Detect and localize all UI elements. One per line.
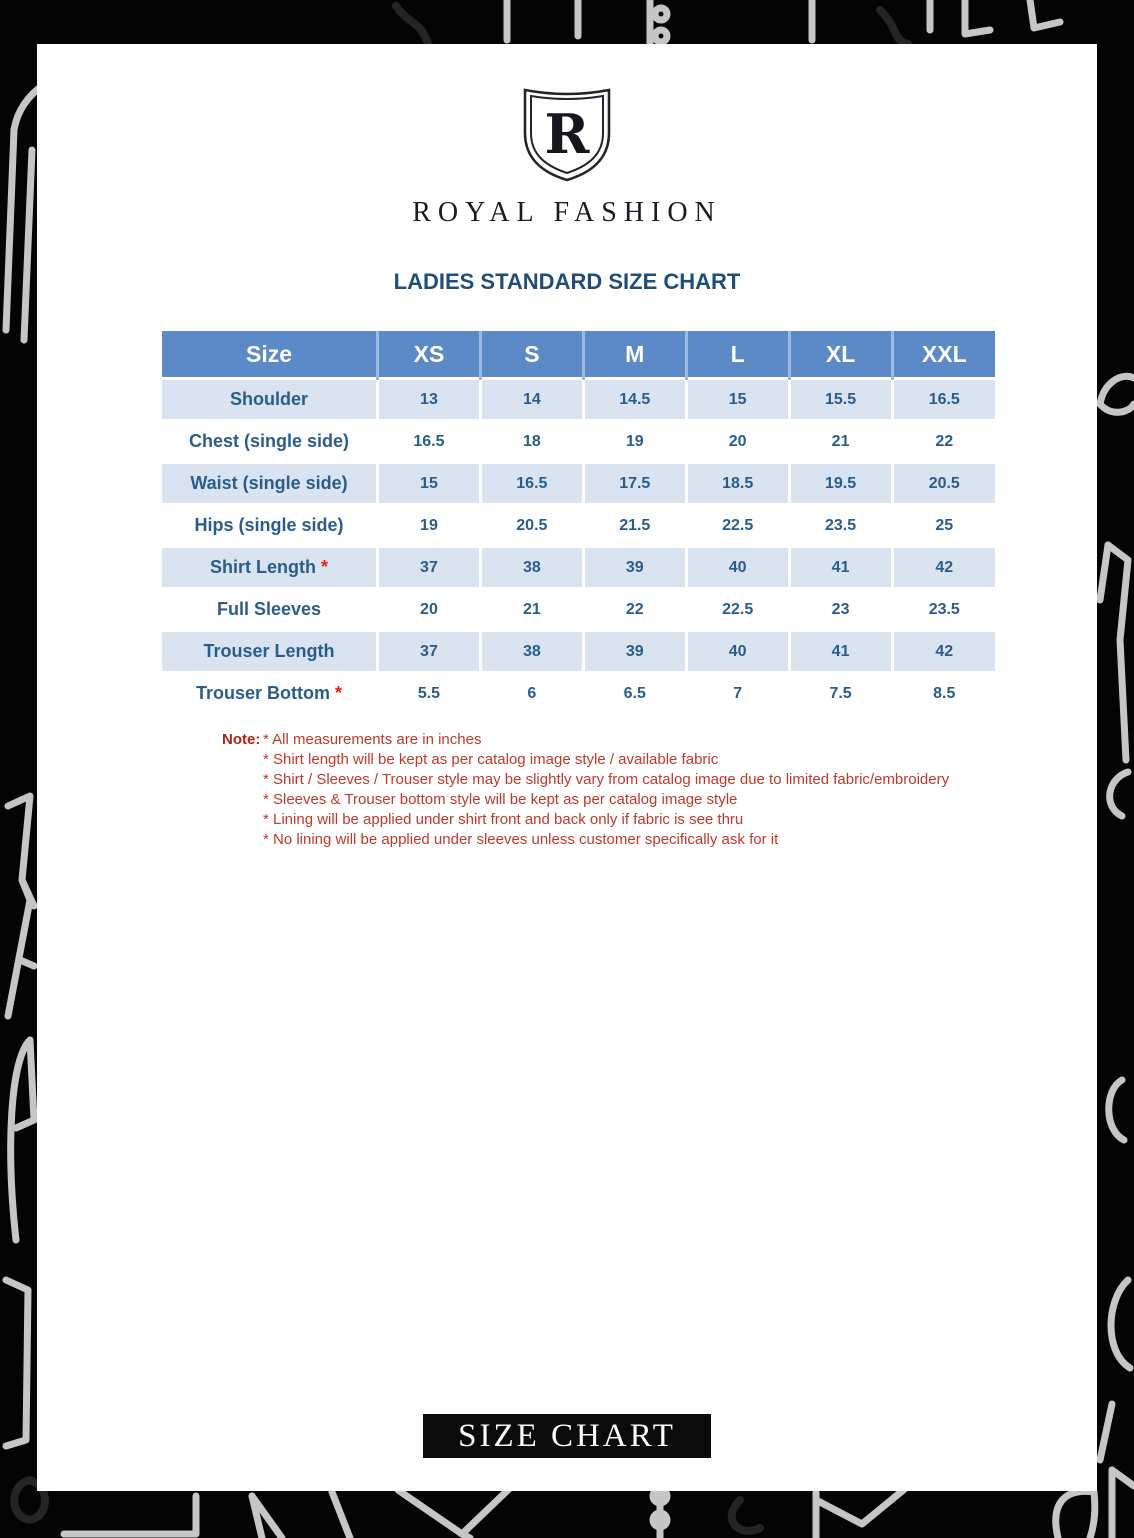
brand-monogram: R [544, 102, 590, 166]
header-cell: XXL [892, 331, 995, 379]
size-value-cell: 14.5 [583, 379, 686, 421]
size-value-cell: 37 [378, 631, 481, 673]
measurement-label-cell: Waist (single side) [162, 463, 378, 505]
table-row [162, 505, 995, 547]
measurement-label-cell: Chest (single side) [162, 421, 378, 463]
note-item: * Sleeves & Trouser bottom style will be kept as per catalog image style [263, 791, 738, 808]
note-item: * All measurements are in inches [263, 731, 482, 748]
size-value-cell: 8.5 [892, 673, 995, 714]
table-row [162, 631, 995, 673]
size-value-cell: 14 [480, 379, 583, 421]
size-value-cell: 7.5 [789, 673, 892, 714]
size-value-cell: 7 [686, 673, 789, 714]
size-value-cell: 20 [378, 589, 481, 631]
size-value-cell: 42 [892, 547, 995, 589]
size-value-cell: 16.5 [378, 421, 481, 463]
size-value-cell: 16.5 [480, 463, 583, 505]
size-value-cell: 23.5 [789, 505, 892, 547]
size-value-cell: 42 [892, 631, 995, 673]
required-asterisk: * [315, 557, 328, 577]
size-value-cell: 39 [583, 631, 686, 673]
size-value-cell: 19 [378, 505, 481, 547]
content-sheet [37, 44, 1097, 1491]
size-value-cell: 6.5 [583, 673, 686, 714]
size-value-cell: 22.5 [686, 589, 789, 631]
size-value-cell: 21 [789, 421, 892, 463]
size-value-cell: 40 [686, 547, 789, 589]
header-cell: S [480, 331, 583, 379]
table-row [162, 547, 995, 589]
measurement-label-cell: Full Sleeves [162, 589, 378, 631]
size-value-cell: 15 [378, 463, 481, 505]
size-value-cell: 40 [686, 631, 789, 673]
brand-logo [37, 83, 1097, 229]
measurement-label-cell: Shirt Length * [162, 547, 378, 589]
size-value-cell: 38 [480, 631, 583, 673]
size-value-cell: 22.5 [686, 505, 789, 547]
brand-name: ROYAL FASHION [412, 197, 722, 228]
size-value-cell: 37 [378, 547, 481, 589]
size-chart-banner-label: SIZE CHART [458, 1417, 676, 1454]
required-asterisk: * [330, 683, 343, 703]
size-value-cell: 22 [583, 589, 686, 631]
size-value-cell: 21.5 [583, 505, 686, 547]
measurement-label-cell: Trouser Bottom * [162, 673, 378, 714]
size-value-cell: 41 [789, 547, 892, 589]
size-value-cell: 17.5 [583, 463, 686, 505]
size-value-cell: 22 [892, 421, 995, 463]
measurement-label-cell: Shoulder [162, 379, 378, 421]
size-value-cell: 20 [686, 421, 789, 463]
size-value-cell: 39 [583, 547, 686, 589]
note-item: * Lining will be applied under shirt front and back only if fabric is see thru [263, 811, 744, 828]
size-value-cell: 6 [480, 673, 583, 714]
table-row [162, 673, 995, 714]
size-value-cell: 25 [892, 505, 995, 547]
header-cell: L [686, 331, 789, 379]
header-cell: XS [378, 331, 481, 379]
size-value-cell: 23 [789, 589, 892, 631]
size-value-cell: 15.5 [789, 379, 892, 421]
measurement-label-cell: Hips (single side) [162, 505, 378, 547]
size-table [162, 331, 995, 713]
size-value-cell: 18.5 [686, 463, 789, 505]
size-value-cell: 18 [480, 421, 583, 463]
note-item: * Shirt length will be kept as per catalog image style / available fabric [263, 751, 719, 768]
measurement-label-cell: Trouser Length [162, 631, 378, 673]
table-row [162, 421, 995, 463]
notes-label: Note: [222, 731, 261, 748]
size-value-cell: 23.5 [892, 589, 995, 631]
size-value-cell: 5.5 [378, 673, 481, 714]
size-value-cell: 13 [378, 379, 481, 421]
page-title: LADIES STANDARD SIZE CHART [393, 269, 741, 294]
shield-icon [521, 83, 613, 183]
size-value-cell: 19 [583, 421, 686, 463]
size-value-cell: 20.5 [480, 505, 583, 547]
size-value-cell: 20.5 [892, 463, 995, 505]
size-value-cell: 38 [480, 547, 583, 589]
notes [222, 730, 1097, 850]
note-item: * Shirt / Sleeves / Trouser style may be slightly vary from catalog image due to limited fabric/embroidery [263, 771, 950, 788]
table-row [162, 589, 995, 631]
header-cell: XL [789, 331, 892, 379]
size-table-header-row [162, 331, 995, 379]
table-row [162, 379, 995, 421]
size-value-cell: 21 [480, 589, 583, 631]
size-value-cell: 41 [789, 631, 892, 673]
note-lines [263, 730, 1097, 850]
size-table-body [162, 379, 995, 714]
header-cell-size: Size [162, 331, 378, 379]
note-item: * No lining will be applied under sleeves unless customer specifically ask for it [263, 831, 779, 848]
size-chart-banner [423, 1414, 711, 1458]
header-cell: M [583, 331, 686, 379]
table-row [162, 463, 995, 505]
size-value-cell: 19.5 [789, 463, 892, 505]
size-value-cell: 15 [686, 379, 789, 421]
size-value-cell: 16.5 [892, 379, 995, 421]
